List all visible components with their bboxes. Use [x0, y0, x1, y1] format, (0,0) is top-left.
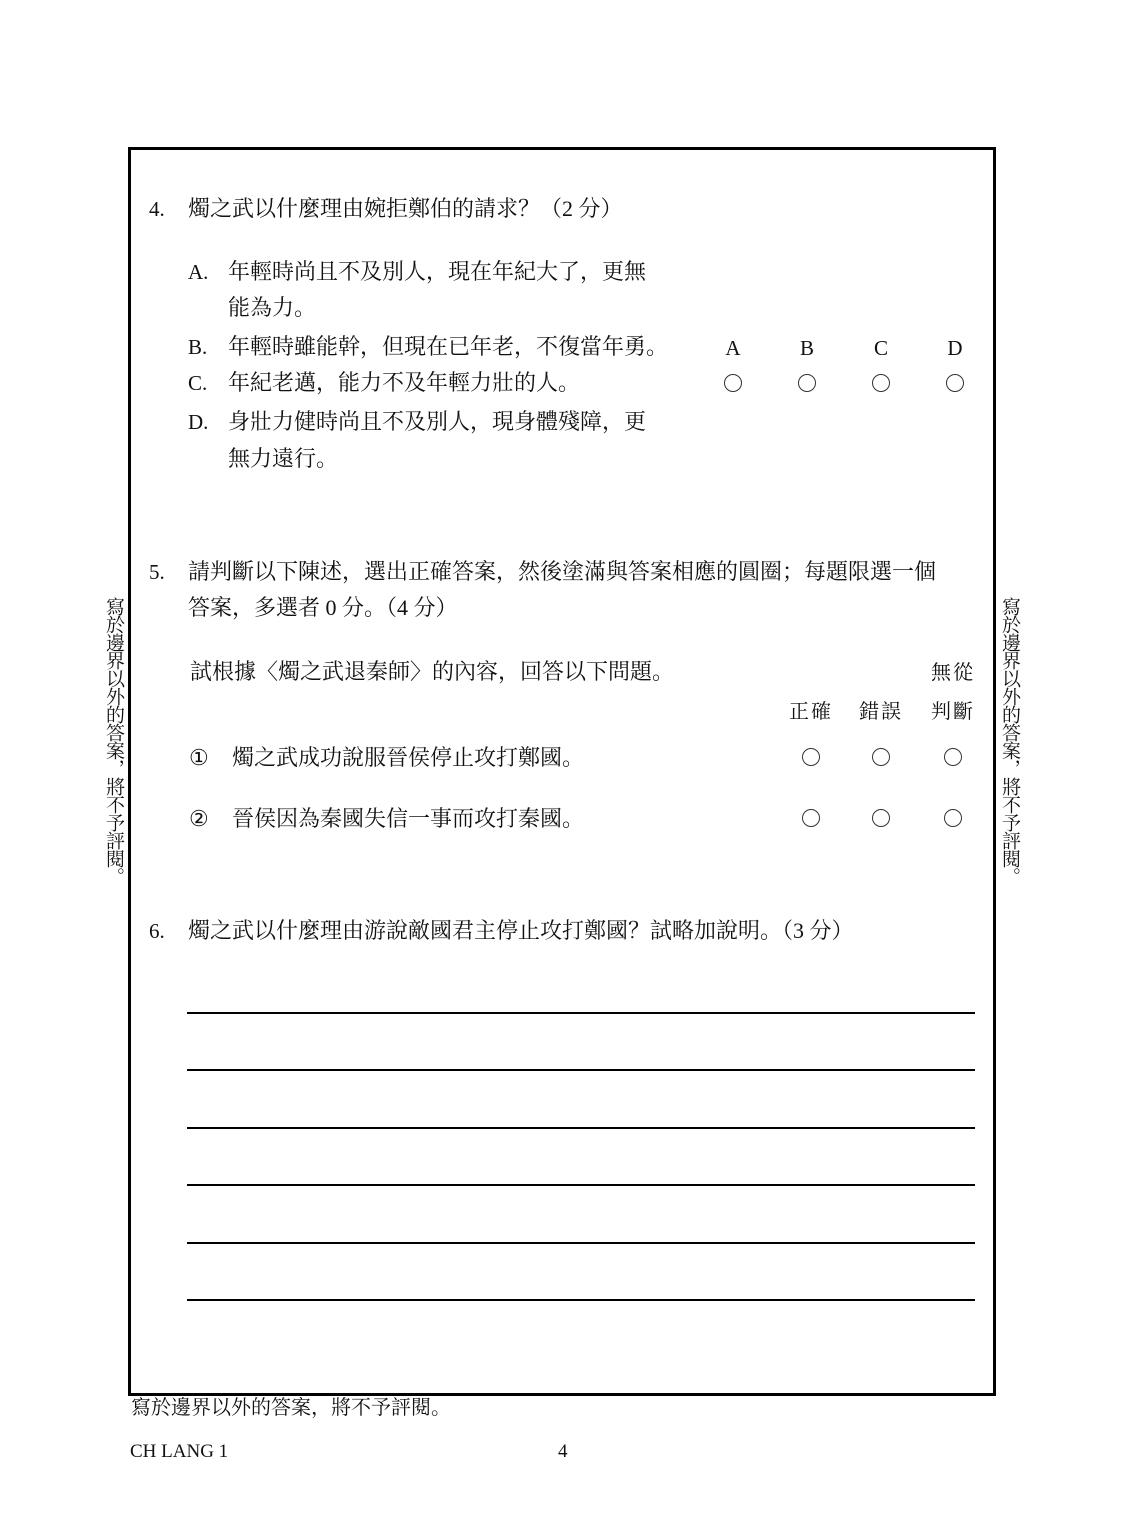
q5-s1-bubble-nofrom[interactable] — [944, 748, 962, 766]
q6-answer-line-1[interactable] — [187, 1012, 975, 1014]
q6-stem: 燭之武以什麼理由游說敵國君主停止攻打鄭國？試略加說明。（3 分） — [188, 918, 854, 943]
q5-s2-bubble-correct[interactable] — [802, 809, 820, 827]
q6-answer-line-5[interactable] — [187, 1242, 975, 1244]
q4-answer-label-b: B — [799, 336, 814, 360]
q4-option-d-text-cont: 無力遠行。 — [228, 446, 339, 471]
q4-option-d-letter: D. — [188, 410, 209, 434]
q4-option-a-text: 年輕時尚且不及別人，現在年紀大了，更無 — [228, 259, 647, 284]
q5-statement-2-mark: ② — [189, 806, 209, 831]
q4-option-a-letter: A. — [188, 260, 209, 284]
q4-stem: 燭之武以什麼理由婉拒鄭伯的請求？（2 分） — [188, 196, 623, 221]
q6-answer-line-3[interactable] — [187, 1127, 975, 1129]
q4-answer-label-d: D — [947, 336, 963, 360]
q5-s1-bubble-wrong[interactable] — [872, 748, 890, 766]
q5-s2-bubble-nofrom[interactable] — [944, 809, 962, 827]
q5-stem-line1: 請判斷以下陳述，選出正確答案，然後塗滿與答案相應的圓圈；每題限選一個 — [188, 559, 937, 584]
q4-answer-label-c: C — [873, 336, 888, 360]
left-margin-note: 寫於邊界以外的答案，將不予評閱。 — [103, 597, 124, 885]
q5-instruction: 試根據〈燭之武退秦師〉的內容，回答以下問題。 — [190, 659, 675, 684]
q4-option-b-letter: B. — [188, 335, 208, 359]
q4-bubble-a[interactable] — [724, 374, 742, 392]
footer-boundary-note: 寫於邊界以外的答案，將不予評閱。 — [131, 1397, 451, 1419]
q6-answer-line-2[interactable] — [187, 1069, 975, 1071]
q5-stem-line2: 答案，多選者 0 分。（4 分） — [188, 595, 458, 620]
q4-number: 4. — [149, 197, 165, 221]
q4-answer-label-a: A — [725, 336, 741, 360]
q4-option-c-text: 年紀老邁，能力不及年輕力壯的人。 — [228, 370, 581, 395]
q5-statement-1-text: 燭之武成功說服晉侯停止攻打鄭國。 — [232, 745, 585, 770]
q5-header-nofrom-line1: 無從 — [931, 660, 975, 684]
q5-statement-2-text: 晉侯因為秦國失信一事而攻打秦國。 — [232, 806, 585, 831]
q6-answer-line-6[interactable] — [187, 1299, 975, 1301]
q4-option-a-text-cont: 能為力。 — [228, 295, 317, 320]
q4-bubble-b[interactable] — [798, 374, 816, 392]
q5-statement-1-mark: ① — [189, 745, 209, 770]
q4-bubble-c[interactable] — [872, 374, 890, 392]
right-margin-note: 寫於邊界以外的答案，將不予評閱。 — [999, 597, 1020, 885]
q4-option-b-text: 年輕時雖能幹，但現在已年老，不復當年勇。 — [228, 334, 669, 359]
q5-number: 5. — [149, 560, 165, 584]
q5-s1-bubble-correct[interactable] — [802, 748, 820, 766]
q4-option-d-text: 身壯力健時尚且不及別人，現身體殘障，更 — [228, 409, 647, 434]
q5-header-nofrom-line2: 判斷 — [931, 699, 975, 723]
q6-number: 6. — [149, 919, 165, 943]
q4-option-c-letter: C. — [188, 371, 208, 395]
paper-code: CH LANG 1 — [130, 1441, 229, 1462]
page-number: 4 — [558, 1441, 568, 1462]
q5-s2-bubble-wrong[interactable] — [872, 809, 890, 827]
q5-header-correct: 正確 — [789, 699, 833, 723]
q5-header-wrong: 錯誤 — [859, 699, 903, 723]
q4-bubble-d[interactable] — [946, 374, 964, 392]
q6-answer-line-4[interactable] — [187, 1184, 975, 1186]
